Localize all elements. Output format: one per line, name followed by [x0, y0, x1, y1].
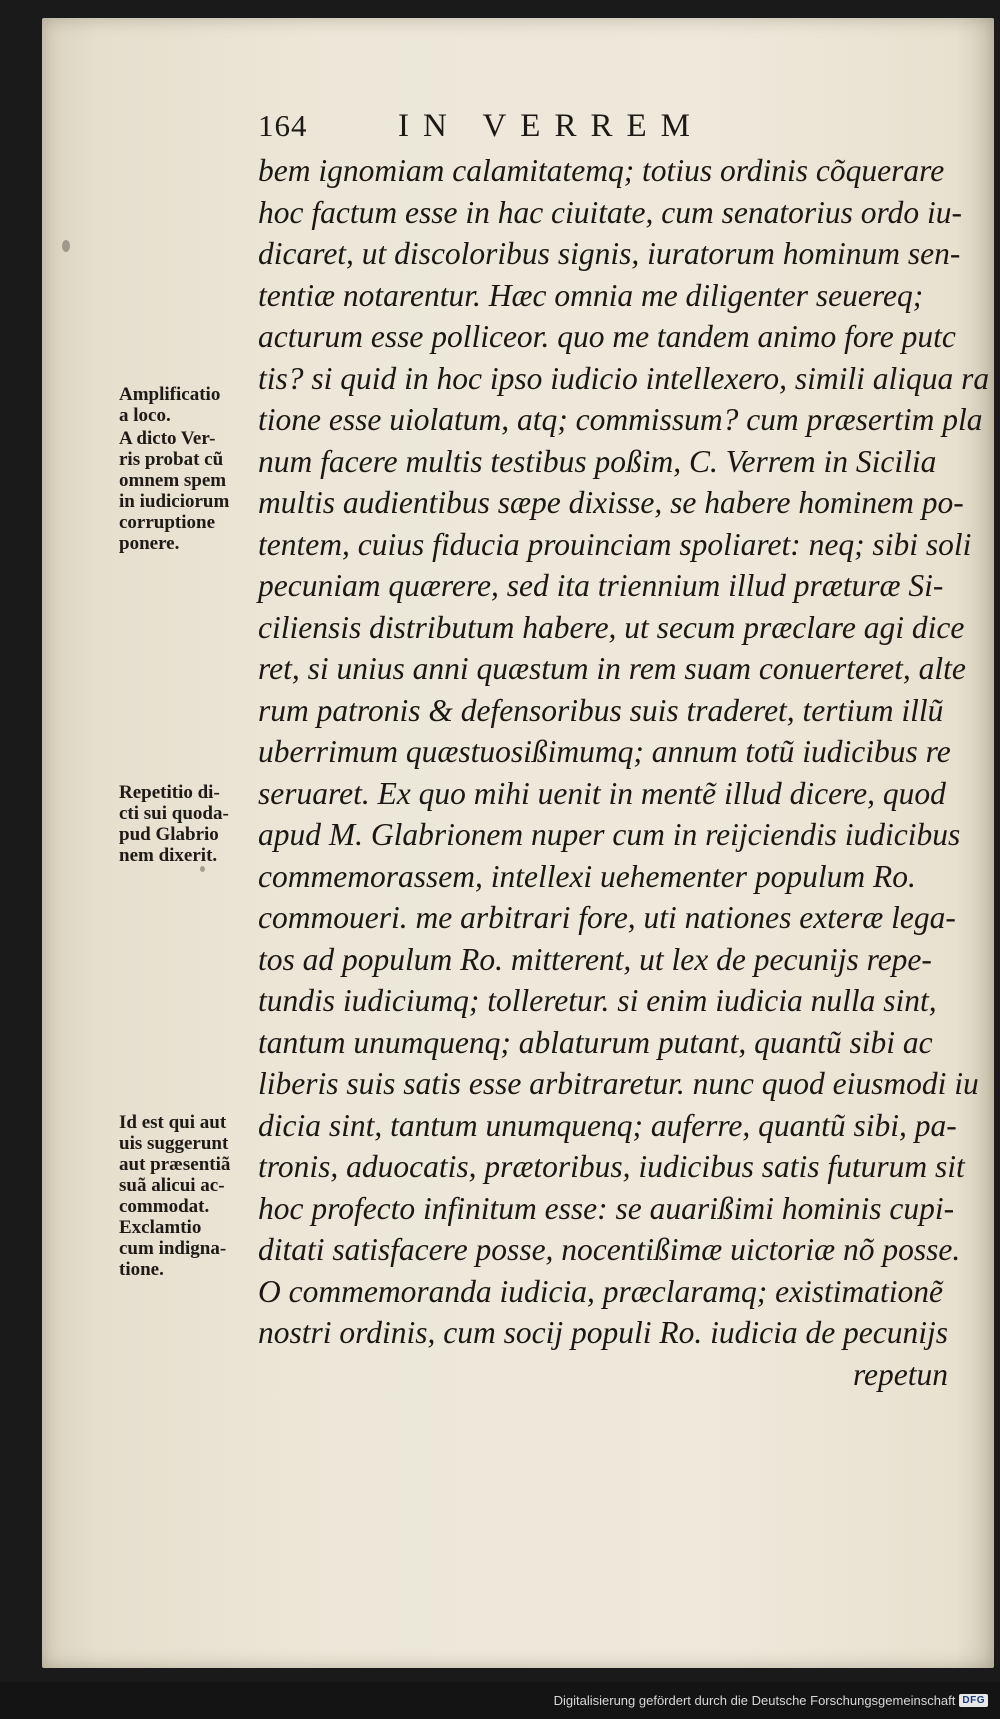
digitization-footer	[0, 1682, 1000, 1719]
text-line: apud M. Glabrionem nuper cum in reijciendis iudicibus	[258, 817, 961, 852]
note-line: uis suggerunt	[119, 1133, 229, 1154]
text-line: num facere multis testibus poßim, C. Verrem in Sicilia	[258, 443, 937, 479]
note-line: Repetitio di-	[119, 782, 220, 803]
text-line: bem ignomiam calamitatemq; totius ordinis cõquerare	[258, 153, 945, 188]
text-line: dicaret, ut discoloribus signis, iuratorum hominum sen-	[258, 236, 961, 271]
text-line: ditati satisfacere posse, nocentißimæ uictoriæ nõ posse.	[258, 1232, 961, 1267]
text-line: acturum esse polliceor. quo me tandem animo fore putc	[258, 319, 956, 354]
text-line: commemorassem, intellexi uehementer populum Ro.	[258, 858, 916, 894]
note-line: pud Glabrio	[119, 824, 219, 845]
text-line: seruaret. Ex quo mihi uenit in mentẽ illud dicere, quod	[258, 775, 946, 811]
section-title: IN VERREM	[398, 108, 704, 144]
text-line: tentem, cuius fiducia prouinciam spoliaret: neq; sibi soli	[258, 526, 972, 562]
page-number: 164	[258, 108, 308, 143]
text-line: tis? si quid in hoc ipso iudicio intellexero, simili aliqua ra	[258, 360, 990, 396]
text-line: uberrimum quæstuosißimumq; annum totũ iudicibus re	[258, 734, 951, 769]
text-line: ciliensis distributum habere, ut secum præclare agi dice	[258, 609, 965, 645]
note-line: commodat.	[119, 1196, 210, 1217]
text-line: tentiæ notarentur. Hæc omnia me diligenter seuereq;	[258, 277, 924, 313]
note-line: suã alicui ac-	[119, 1175, 225, 1196]
marginal-note	[119, 428, 269, 554]
main-text-block	[258, 150, 990, 1395]
text-line: ret, si unius anni quæstum in rem suam conuerteret, alte	[258, 651, 966, 686]
marginal-note	[119, 782, 269, 866]
note-line: ponere.	[119, 533, 180, 554]
text-line: tronis, aduocatis, prætoribus, iudicibus satis futurum sit	[258, 1149, 965, 1184]
text-line: multis audientibus sæpe dixisse, se habere hominem po-	[258, 485, 964, 520]
note-line: Id est qui aut	[119, 1112, 227, 1133]
marginal-note	[119, 1112, 269, 1280]
note-line: in iudiciorum	[119, 491, 230, 512]
text-line: liberis suis satis esse arbitraretur. nunc quod eiusmodi iu	[258, 1066, 979, 1101]
note-line: aut præsentiã	[119, 1154, 231, 1175]
note-line: a loco.	[119, 405, 171, 426]
marginal-note	[119, 384, 269, 426]
text-line: rum patronis & defensoribus suis traderet, tertium illũ	[258, 692, 944, 728]
text-line: hoc factum esse in hac ciuitate, cum senatorius ordo iu-	[258, 194, 962, 230]
ink-spot	[62, 240, 70, 252]
text-line: tione esse uiolatum, atq; commissum? cum præsertim pla	[258, 402, 983, 437]
note-line: nem dixerit.	[119, 845, 218, 866]
text-line: tos ad populum Ro. mitterent, ut lex de pecunijs repe-	[258, 941, 932, 977]
text-line: pecuniam quærere, sed ita triennium illud præturæ Si-	[258, 568, 944, 603]
note-line: ris probat cũ	[119, 449, 224, 470]
text-line: hoc profecto infinitum esse: se auarißimi hominis cupi-	[258, 1190, 955, 1226]
note-line: tione.	[119, 1259, 164, 1280]
note-line: Exclamtio	[119, 1217, 202, 1238]
text-line: O commemoranda iudicia, præclaramq; existimationẽ	[258, 1273, 944, 1309]
text-line: nostri ordinis, cum socij populi Ro. iudicia de pecunijs	[258, 1315, 949, 1350]
text-line: commoueri. me arbitrari fore, uti nationes exteræ lega-	[258, 900, 956, 935]
text-line: tundis iudiciumq; tolleretur. si enim iudicia nulla sint,	[258, 983, 937, 1018]
note-line: cum indigna-	[119, 1238, 227, 1259]
text-line: tantum unumquenq; ablaturum putant, quantũ sibi ac	[258, 1024, 933, 1060]
note-line: corruptione	[119, 512, 216, 533]
note-line: cti sui quoda-	[119, 803, 229, 824]
catchword: repetun	[852, 1356, 948, 1392]
note-line: A dicto Ver-	[119, 428, 216, 449]
note-line: Amplificatio	[119, 384, 221, 405]
funding-credit: Digitalisierung gefördert durch die Deutsche Forschungsgemeinschaft	[553, 1693, 956, 1708]
running-head	[258, 108, 818, 148]
dfg-logo-icon: DFG	[959, 1694, 988, 1707]
note-line: omnem spem	[119, 470, 227, 491]
ink-spot	[200, 866, 205, 872]
text-line: dicia sint, tantum unumquenq; auferre, quantũ sibi, pa-	[258, 1107, 957, 1143]
